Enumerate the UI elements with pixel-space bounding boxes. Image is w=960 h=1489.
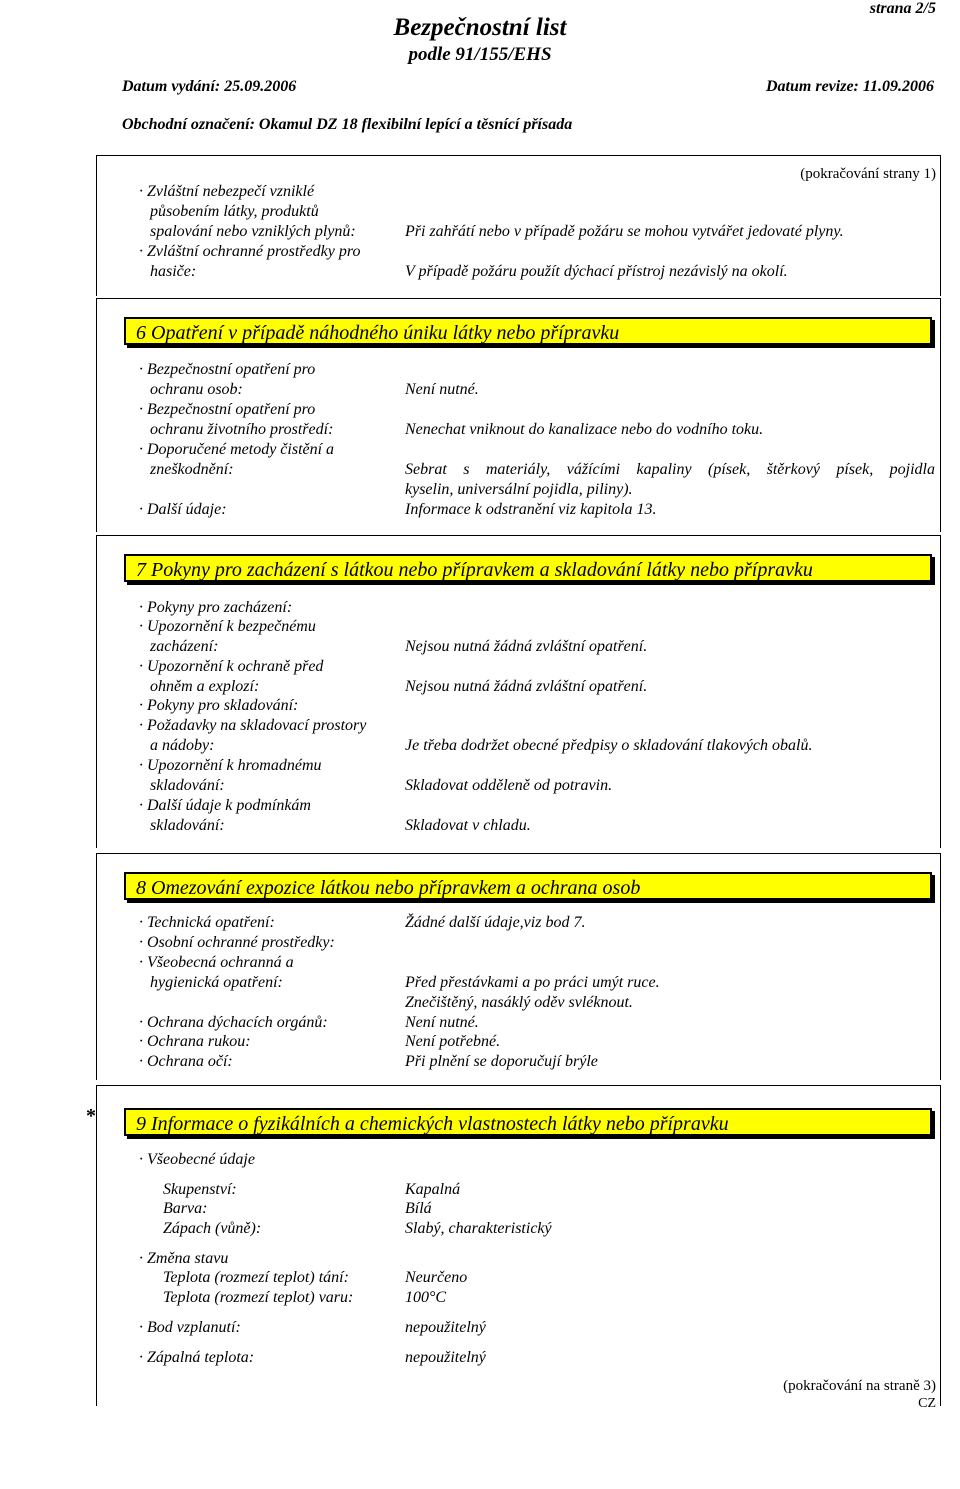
s5-label-2b: hasiče: (150, 263, 197, 280)
continuation-top: (pokračování strany 1) (800, 166, 936, 182)
s7-label-6b: skladování: (150, 777, 225, 794)
s6-value-1: Není nutné. (405, 381, 479, 398)
s6-label-4: · Další údaje: (139, 501, 227, 518)
s7-label-2a: · Upozornění k bezpečnému (139, 618, 316, 635)
revision-marker: * (86, 1105, 96, 1127)
s9-boil-label: Teplota (rozmezí teplot) varu: (163, 1289, 354, 1306)
s8-label-3a: · Všeobecná ochranná a (139, 954, 294, 971)
s9-state-change: · Změna stavu (139, 1250, 229, 1267)
s7-label-7a: · Další údaje k podmínkám (139, 797, 311, 814)
s7-label-7b: skladování: (150, 817, 225, 834)
s8-value-5: Není potřebné. (405, 1033, 501, 1050)
s9-form-value: Kapalná (405, 1181, 461, 1198)
document-subtitle: podle 91/155/EHS (408, 44, 552, 65)
s5-label-1b: působením látky, produktů (150, 203, 319, 220)
s5-label-1c: spalování nebo vzniklých plynů: (150, 223, 356, 240)
s8-value-6: Při plnění se doporučují brýle (405, 1053, 598, 1070)
s7-label-3b: ohněm a explozí: (150, 678, 260, 695)
s6-label-2b: ochranu životního prostředí: (150, 421, 334, 438)
s8-label-4: · Ochrana dýchacích orgánů: (139, 1014, 328, 1031)
s7-value-7: Skladovat v chladu. (405, 817, 531, 834)
s9-color-label: Barva: (163, 1200, 208, 1217)
s7-label-6a: · Upozornění k hromadnému (139, 757, 322, 774)
section7-heading: 7 Pokyny pro zacházení s látkou nebo přípravkem a skladování látky nebo přípravku (124, 554, 932, 582)
s6-label-1b: ochranu osob: (150, 381, 243, 398)
s6-value-3b: kyselin, universální pojidla, piliny). (405, 481, 633, 498)
s9-general: · Všeobecné údaje (139, 1151, 255, 1168)
s9-ignition-label: · Zápalná teplota: (139, 1349, 255, 1366)
s5-label-2a: · Zvláštní ochranné prostředky pro (139, 243, 361, 260)
s5-value-2: V případě požáru použít dýchací přístroj nezávislý na okolí. (405, 263, 788, 280)
s9-form-label: Skupenství: (163, 1181, 237, 1198)
trade-name: Obchodní označení: Okamul DZ 18 flexibilní lepící a těsnící přísada (122, 116, 573, 133)
s9-boil-value: 100°C (405, 1289, 447, 1306)
s9-flash-label: · Bod vzplanutí: (139, 1319, 241, 1336)
s8-label-6: · Ochrana očí: (139, 1053, 233, 1070)
s5-label-1a: · Zvláštní nebezpečí vzniklé (139, 183, 315, 200)
s7-value-5: Je třeba dodržet obecné předpisy o skladování tlakových obalů. (405, 737, 813, 754)
s7-label-5a: · Požadavky na skladovací prostory (139, 717, 367, 734)
issue-date: Datum vydání: 25.09.2006 (122, 78, 297, 95)
s9-melt-label: Teplota (rozmezí teplot) tání: (163, 1269, 349, 1286)
s8-value-3b: Znečištěný, nasáklý oděv svléknout. (405, 994, 633, 1011)
s6-label-3a: · Doporučené metody čistění a (139, 441, 335, 458)
s6-label-2a: · Bezpečnostní opatření pro (139, 401, 316, 418)
s8-value-1: Žádné další údaje,viz bod 7. (405, 914, 586, 931)
s6-value-2: Nenechat vniknout do kanalizace nebo do vodního toku. (405, 421, 764, 438)
language-code: CZ (918, 1396, 936, 1411)
s7-value-6: Skladovat odděleně od potravin. (405, 777, 613, 794)
s9-color-value: Bílá (405, 1200, 432, 1217)
s8-label-2: · Osobní ochranné prostředky: (139, 934, 335, 951)
s7-value-2: Nejsou nutná žádná zvláštní opatření. (405, 638, 648, 655)
s8-value-4: Není nutné. (405, 1014, 479, 1031)
section9-heading: 9 Informace o fyzikálních a chemických vlastnostech látky nebo přípravku (124, 1108, 932, 1136)
s9-flash-value: nepoužitelný (405, 1319, 486, 1336)
s7-label-1: · Pokyny pro zacházení: (139, 599, 293, 616)
revision-date: Datum revize: 11.09.2006 (766, 78, 934, 95)
s7-label-4: · Pokyny pro skladování: (139, 697, 299, 714)
s9-ignition-value: nepoužitelný (405, 1349, 486, 1366)
s9-odor-value: Slabý, charakteristický (405, 1220, 552, 1237)
s8-label-5: · Ochrana rukou: (139, 1033, 251, 1050)
s7-label-5b: a nádoby: (150, 737, 215, 754)
s7-label-2b: zacházení: (150, 638, 219, 655)
s6-label-1a: · Bezpečnostní opatření pro (139, 361, 316, 378)
s8-label-3b: hygienická opatření: (150, 974, 283, 991)
s6-label-3b: zneškodnění: (150, 461, 234, 478)
continuation-bottom: (pokračování na straně 3) (783, 1378, 936, 1394)
s9-melt-value: Neurčeno (405, 1269, 468, 1286)
s7-label-3a: · Upozornění k ochraně před (139, 658, 324, 675)
s6-value-4: Informace k odstranění viz kapitola 13. (405, 501, 657, 518)
s8-label-1: · Technická opatření: (139, 914, 275, 931)
s7-value-3: Nejsou nutná žádná zvláštní opatření. (405, 678, 648, 695)
section8-heading: 8 Omezování expozice látkou nebo přípravkem a ochrana osob (124, 872, 932, 900)
s6-value-3a: Sebrat s materiály, vážícími kapaliny (písek, štěrkový písek, pojidla (405, 461, 935, 478)
s8-value-3a: Před přestávkami a po práci umýt ruce. (405, 974, 660, 991)
s9-odor-label: Zápach (vůně): (163, 1220, 262, 1237)
document-title: Bezpečnostní list (393, 14, 567, 41)
page-number: strana 2/5 (869, 0, 936, 17)
section6-heading: 6 Opatření v případě náhodného úniku látky nebo přípravku (124, 317, 932, 345)
s5-value-1: Při zahřátí nebo v případě požáru se mohou vytvářet jedovaté plyny. (405, 223, 844, 240)
